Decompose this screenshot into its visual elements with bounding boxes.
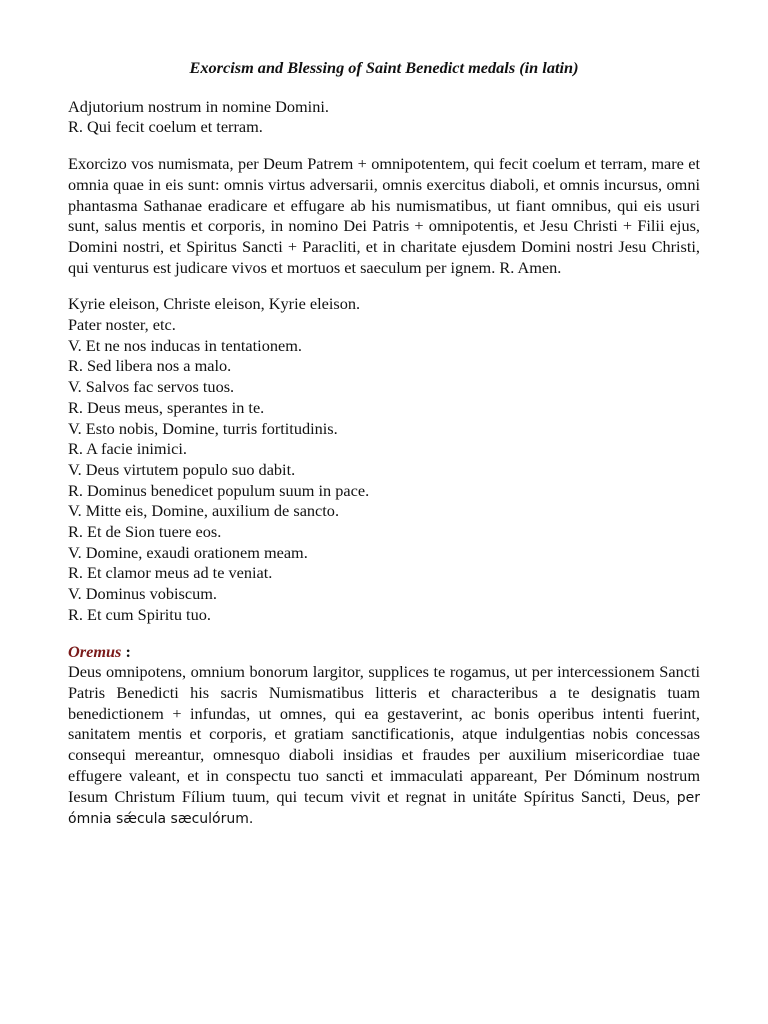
litany-line: R. Et clamor meus ad te veniat. <box>68 563 273 583</box>
litany-line: R. Sed libera nos a malo. <box>68 356 232 376</box>
litany-section <box>68 294 700 625</box>
document-page <box>68 58 700 846</box>
opening-response: R. Qui fecit coelum et terram. <box>68 117 263 137</box>
oremus-section <box>68 642 700 830</box>
oremus-heading <box>68 642 700 663</box>
opening-versicle <box>68 97 700 138</box>
exorcism-section <box>68 154 700 278</box>
oremus-body: Deus omnipotens, omnium bonorum largitor, supplices te rogamus, ut per intercessionem Sancti Patris Benedicti his sacris Numismatibus litteris et characteribus a te designatis tuam benedictionem + infundas, ut omnes, qui ea gestaverint, ac bonis operibus intenti fuerint, sanitatem mentis et corporis, et gratiam sanctificationis, atque indulgentias nobis concessas consequi mereantur, omnesquo diaboli insidias et fraudes per auxilium misericordiae tuae effugere valeant, et in conspectu tuo sancti et immaculati appareant, Per Dóminum nostrum Iesum Christum Fílium tuum, qui tecum vivit et regnat in unitáte Spíritus Sancti, Deus, <box>68 662 700 806</box>
litany-line: R. Et cum Spiritu tuo. <box>68 604 211 624</box>
document-title: Exorcism and Blessing of Saint Benedict medals (in latin) <box>189 58 579 77</box>
opening-line: Adjutorium nostrum in nomine Domini. <box>68 96 329 116</box>
oremus-closing: per ómnia sǽcula sæculórum. <box>68 789 700 828</box>
litany-line: V. Deus virtutem populo suo dabit. <box>68 459 296 479</box>
litany-line: V. Domine, exaudi orationem meam. <box>68 542 308 562</box>
oremus-prayer <box>68 662 700 830</box>
litany-line: Pater noster, etc. <box>68 315 176 335</box>
litany-line: V. Dominus vobiscum. <box>68 584 217 604</box>
litany-line: V. Salvos fac servos tuos. <box>68 377 235 397</box>
litany-line: R. A facie inimici. <box>68 439 187 459</box>
litany-line: V. Et ne nos inducas in tentationem. <box>68 335 302 355</box>
litany-line: R. Dominus benedicet populum suum in pace. <box>68 480 370 500</box>
litany-line: R. Deus meus, sperantes in te. <box>68 397 265 417</box>
oremus-label: Oremus <box>68 641 122 661</box>
oremus-colon: : <box>121 641 131 661</box>
litany-line: V. Mitte eis, Domine, auxilium de sancto. <box>68 501 340 521</box>
exorcism-paragraph: Exorcizo vos numismata, per Deum Patrem + omnipotentem, qui fecit coelum et terram, mare et omnia quae in eis sunt: omnis virtus adversarii, omnis exercitus diaboli, et omnis incursus, omni phantasma Sathanae eradicare et effugare ab his numismatibus, ut fiant omnibus, qui eis usuri sunt, salus mentis et corporis, in nomino Dei Patris + omnipotentis, et Jesu Christi + Filii ejus, Domini nostri, et Spiritus Sancti + Paracliti, et in charitate ejusdem Domini nostri Jesu Christi, qui venturus est judicare vivos et mortuos et saeculum per ignem. R. Amen. <box>68 154 700 277</box>
litany-line: Kyrie eleison, Christe eleison, Kyrie eleison. <box>68 294 361 314</box>
litany-line: V. Esto nobis, Domine, turris fortitudinis. <box>68 418 338 438</box>
litany-line: R. Et de Sion tuere eos. <box>68 522 222 542</box>
